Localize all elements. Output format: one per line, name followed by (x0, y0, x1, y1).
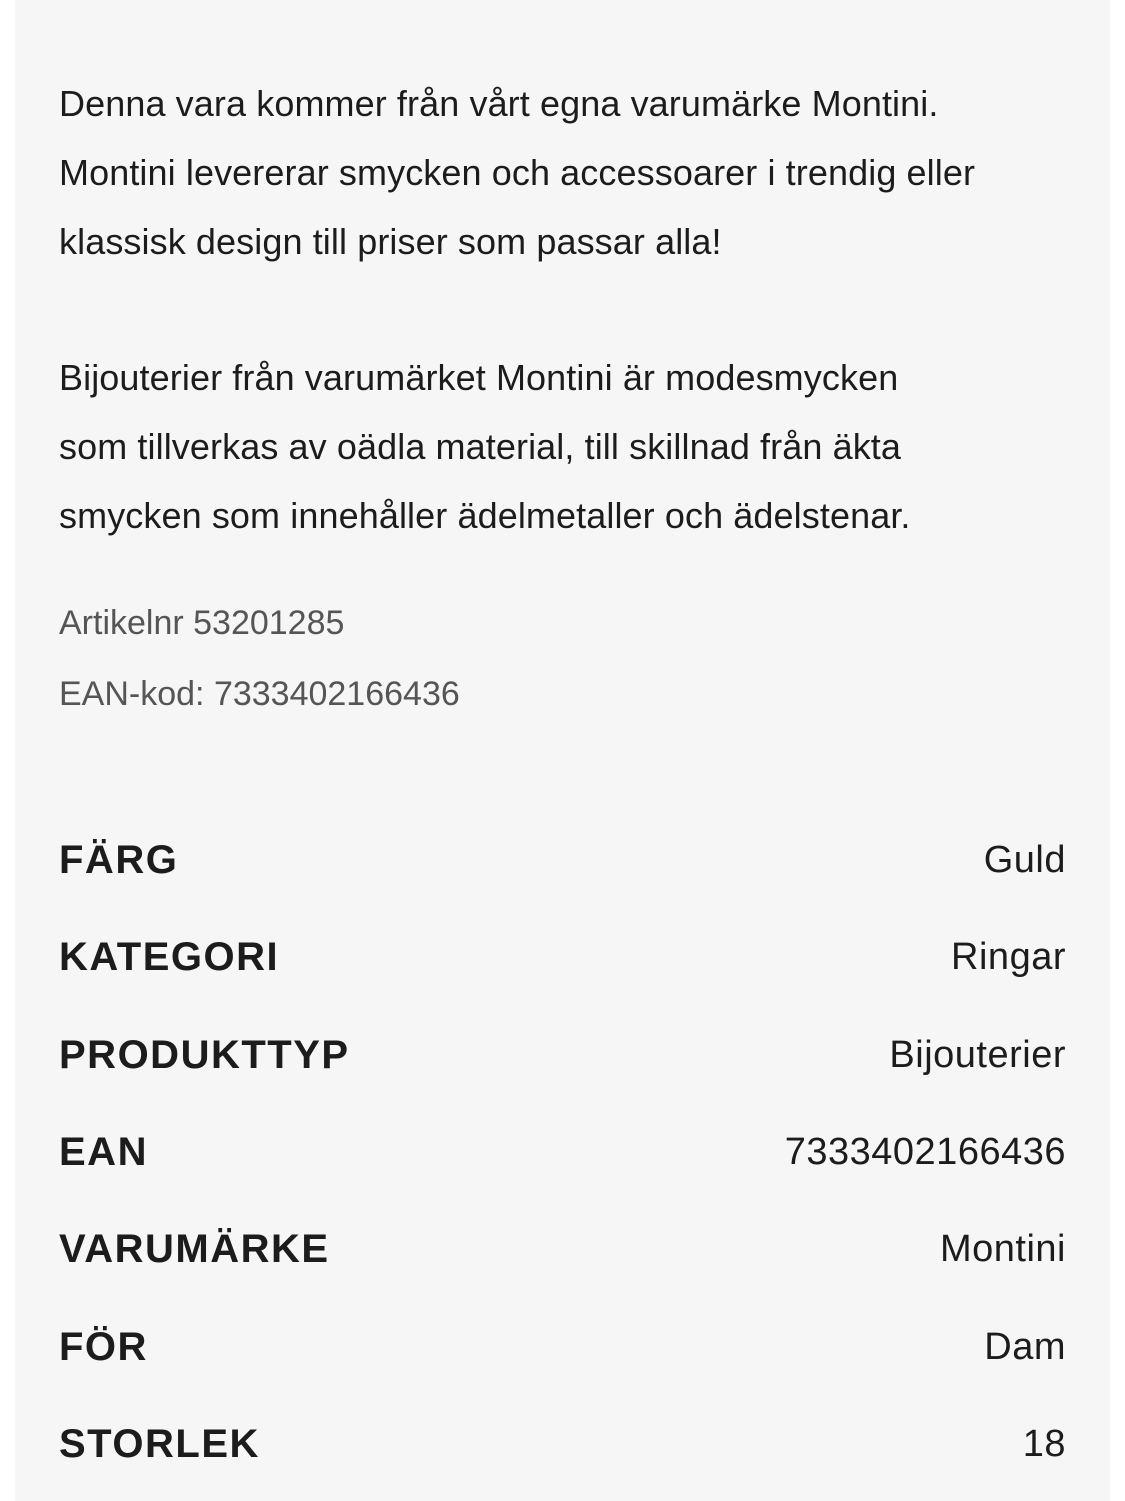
property-value: 7333402166436 (784, 1131, 1066, 1174)
description-line: Denna vara kommer från vårt egna varumärke Montini. (59, 83, 939, 124)
property-key: EAN (59, 1130, 148, 1175)
property-row-category (59, 909, 1066, 1006)
article-number: Artikelnr 53201285 (59, 604, 345, 642)
property-row-brand (59, 1201, 1066, 1298)
property-row-gender (59, 1298, 1066, 1395)
description-line: smycken som innehåller ädelmetaller och ädelstenar. (59, 495, 911, 536)
property-value: Bijouterier (889, 1033, 1066, 1076)
product-properties-table (59, 812, 1066, 1493)
property-value: Guld (983, 839, 1066, 882)
ean-code: EAN-kod: 7333402166436 (59, 675, 460, 713)
property-key: FÖR (59, 1324, 148, 1369)
property-key: PRODUKTTYP (59, 1032, 350, 1077)
property-value: Ringar (951, 936, 1066, 979)
property-row-color (59, 812, 1066, 909)
product-details-panel (15, 0, 1110, 1501)
property-value: 18 (1022, 1422, 1066, 1465)
property-key: FÄRG (59, 838, 179, 883)
description-paragraph-1 (59, 0, 1066, 276)
property-row-product-type (59, 1007, 1066, 1104)
description-line: Montini levererar smycken och accessoarer i trendig eller (59, 152, 976, 193)
property-key: VARUMÄRKE (59, 1227, 330, 1272)
property-value: Dam (984, 1325, 1066, 1368)
property-value: Montini (940, 1228, 1066, 1271)
description-line: som tillverkas av oädla material, till skillnad från äkta (59, 426, 902, 467)
property-row-ean (59, 1104, 1066, 1201)
description-paragraph-2 (59, 343, 1066, 550)
property-key: STORLEK (59, 1421, 260, 1466)
description-line: klassisk design till priser som passar alla! (59, 221, 722, 262)
property-key: KATEGORI (59, 935, 280, 980)
description-line: Bijouterier från varumärket Montini är modesmycken (59, 357, 899, 398)
product-details-content (59, 0, 1066, 1466)
property-row-size (59, 1396, 1066, 1493)
